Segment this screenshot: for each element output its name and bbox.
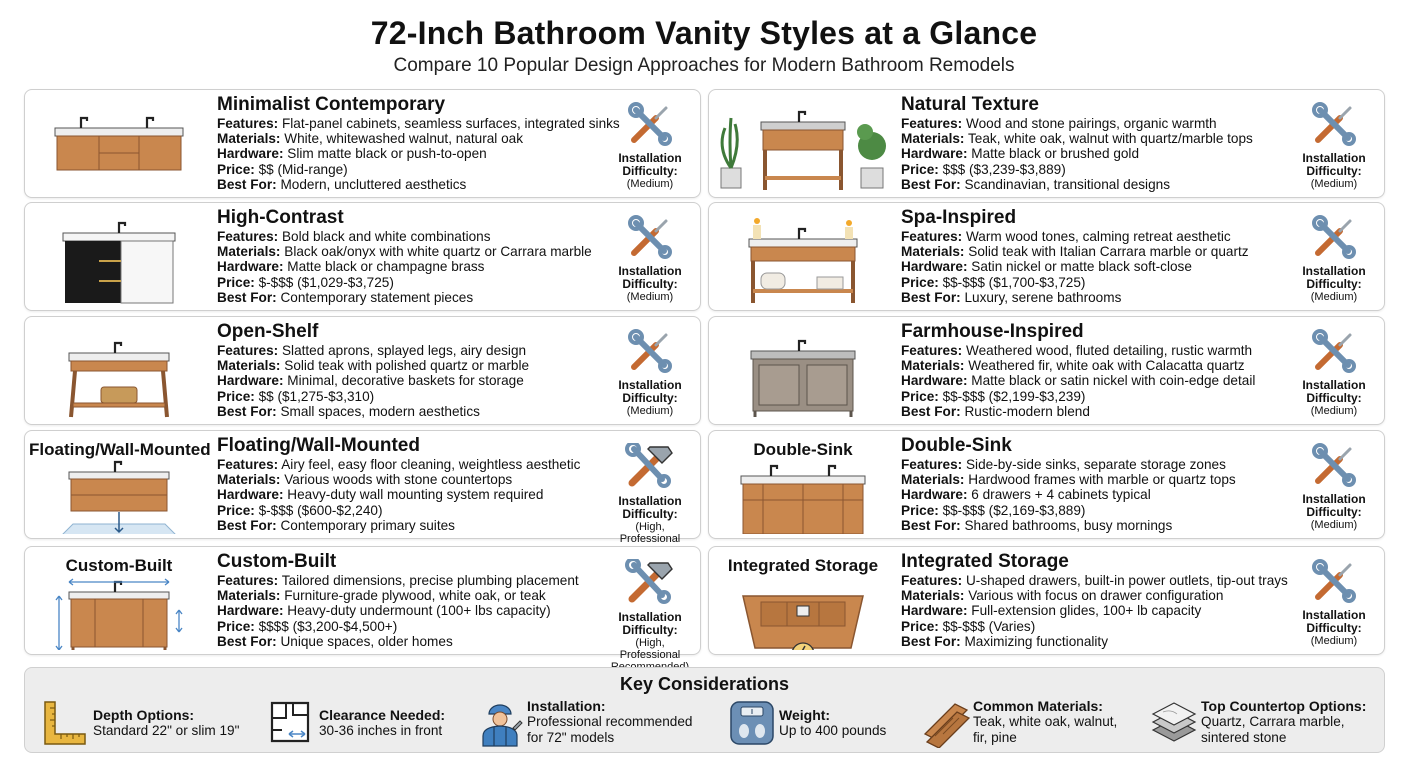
vanity-card-minimalist: [24, 89, 701, 198]
vanity-thumbnail: [29, 96, 209, 193]
detail-value: $$-$$$ ($2,199-$3,239): [942, 388, 1086, 404]
detail-price: [901, 389, 1299, 404]
key-item-value: Quartz, Carrara marble,: [1201, 714, 1345, 729]
detail-value: U-shaped drawers, built-in power outlets, tip-out trays: [965, 573, 1288, 588]
detail-price: [901, 162, 1299, 177]
difficulty-level: (Medium): [1310, 635, 1358, 647]
installation-label: Installation Difficulty:: [618, 264, 682, 291]
vanity-details: [901, 94, 1299, 192]
detail-label: Materials:: [217, 588, 281, 604]
detail-hardware: [901, 146, 1299, 161]
detail-label: Materials:: [901, 244, 965, 260]
detail-label: Hardware:: [901, 373, 968, 389]
detail-label: Best For:: [901, 403, 961, 419]
vanity-thumbnail: [29, 437, 209, 534]
detail-label: Best For:: [901, 633, 961, 649]
detail-features: [217, 229, 615, 244]
detail-materials: [217, 472, 615, 487]
detail-value: Hardwood frames with marble or quartz tops: [968, 472, 1236, 488]
vanity-details: [901, 207, 1299, 305]
thumbnail-label: Custom-Built: [65, 556, 173, 575]
detail-hardware: [217, 259, 615, 274]
key-item-value: Teak, white oak, walnut,: [973, 714, 1118, 729]
vanity-style-title: Natural Texture: [901, 94, 1039, 115]
detail-value: Full-extension glides, 100+ lb capacity: [971, 603, 1202, 619]
detail-value: Furniture-grade plywood, white oak, or teak: [284, 588, 546, 604]
installation-difficulty: [604, 102, 696, 190]
vanity-card-double-sink: [708, 430, 1385, 539]
vanity-card-integrated: [708, 546, 1385, 655]
detail-value: Flat-panel cabinets, seamless surfaces, integrated sinks: [281, 116, 620, 131]
installation-difficulty: [1288, 215, 1380, 303]
detail-features: [217, 343, 615, 358]
installation-difficulty: [1288, 443, 1380, 531]
detail-hardware: [901, 603, 1299, 618]
detail-best-for: [901, 518, 1299, 533]
key-item-value: Up to 400 pounds: [779, 723, 887, 738]
detail-value: Slatted aprons, splayed legs, airy design: [281, 343, 527, 358]
detail-hardware: [901, 487, 1299, 502]
detail-value: Warm wood tones, calming retreat aesthetic: [965, 229, 1231, 244]
detail-best-for: [901, 634, 1299, 649]
detail-value: $-$$$ ($600-$2,240): [258, 502, 383, 518]
detail-label: Features:: [901, 116, 963, 131]
detail-price: [217, 389, 615, 404]
detail-materials: [901, 131, 1299, 146]
detail-label: Hardware:: [217, 487, 284, 503]
detail-label: Hardware:: [901, 146, 968, 162]
detail-label: Materials:: [901, 131, 965, 147]
vanity-style-title: Custom-Built: [217, 551, 337, 572]
detail-label: Best For:: [217, 403, 277, 419]
vanity-details: [901, 551, 1299, 649]
vanity-card-farmhouse: [708, 316, 1385, 425]
vanity-details: [217, 94, 620, 192]
wrench-screwdriver-icon: [628, 329, 672, 373]
wrench-screwdriver-icon: [1312, 329, 1356, 373]
detail-best-for: [217, 177, 615, 192]
detail-value: Matte black or champagne brass: [287, 259, 485, 275]
detail-label: Materials:: [901, 358, 965, 374]
vanity-details: [217, 435, 615, 533]
detail-price: [901, 503, 1299, 518]
scale-icon: [729, 700, 775, 746]
installation-difficulty: [604, 443, 696, 557]
key-item-title: Depth Options:: [93, 707, 195, 723]
vanity-style-title: Double-Sink: [901, 435, 1012, 456]
key-item-weight: [729, 698, 919, 748]
difficulty-level: (Medium): [626, 405, 674, 417]
difficulty-level: (Medium): [626, 291, 674, 303]
detail-price: [901, 619, 1299, 634]
vanity-details: [217, 207, 615, 305]
key-item-value: fir, pine: [973, 729, 1017, 745]
high-contrast-vanity-illustration: [29, 211, 209, 306]
vanity-details: [217, 551, 615, 649]
vanity-style-title: Open-Shelf: [217, 321, 319, 342]
plumber-icon: [477, 700, 523, 748]
detail-label: Hardware:: [901, 487, 968, 503]
detail-price: [901, 275, 1299, 290]
detail-label: Price:: [217, 388, 255, 404]
page-subtitle: Compare 10 Popular Design Approaches for Modern Bathroom Remodels: [393, 55, 1015, 76]
detail-value: Matte black or satin nickel with coin-edge detail: [971, 373, 1256, 389]
detail-value: Small spaces, modern aesthetics: [280, 403, 480, 419]
natural-vanity-illustration: [713, 98, 893, 193]
key-considerations-title: Key Considerations: [619, 674, 790, 694]
difficulty-level: (Medium): [1310, 519, 1358, 531]
detail-materials: [217, 358, 615, 373]
detail-features: [217, 573, 615, 588]
detail-value: Various with focus on drawer configuration: [968, 588, 1224, 604]
vanity-style-title: Integrated Storage: [901, 551, 1069, 572]
detail-price: [217, 162, 615, 177]
difficulty-level: (Medium): [1310, 178, 1358, 190]
detail-label: Materials:: [217, 472, 281, 488]
detail-features: [901, 116, 1299, 131]
installation-label: Installation Difficulty:: [1302, 264, 1366, 291]
detail-label: Price:: [217, 161, 255, 177]
detail-value: Satin nickel or matte black soft-close: [971, 259, 1192, 275]
installation-difficulty: [604, 559, 696, 673]
thumbnail-label: Integrated Storage: [727, 556, 879, 575]
detail-value: Rustic-modern blend: [964, 403, 1090, 419]
detail-label: Price:: [901, 388, 939, 404]
detail-label: Price:: [217, 274, 255, 290]
detail-value: $-$$$ ($1,029-$3,725): [258, 274, 394, 290]
detail-label: Hardware:: [217, 259, 284, 275]
hammer-wrench-icon: [624, 559, 676, 605]
detail-label: Best For:: [901, 176, 961, 192]
wrench-screwdriver-icon: [1312, 215, 1356, 259]
detail-hardware: [901, 373, 1299, 388]
detail-label: Price:: [901, 502, 939, 518]
installation-label: Installation Difficulty:: [618, 610, 682, 637]
detail-value: Teak, white oak, walnut with quartz/marble tops: [968, 131, 1253, 147]
detail-label: Hardware:: [217, 146, 284, 162]
key-item-value: Standard 22" or slim 19": [93, 723, 240, 738]
detail-value: Unique spaces, older homes: [280, 633, 453, 649]
detail-value: Airy feel, easy floor cleaning, weightless aesthetic: [281, 457, 581, 472]
key-item-title: Clearance Needed:: [319, 707, 446, 723]
detail-best-for: [901, 404, 1299, 419]
detail-label: Price:: [217, 618, 255, 634]
difficulty-level: (Medium): [1310, 405, 1358, 417]
vanity-style-title: Floating/Wall-Mounted: [217, 435, 420, 456]
key-item-value: Professional recommended: [527, 714, 693, 729]
custom-vanity-illustration: [29, 576, 209, 650]
detail-label: Best For:: [217, 176, 277, 192]
key-item-clearance: [269, 698, 469, 748]
vanity-thumbnail: [29, 553, 209, 650]
detail-best-for: [217, 634, 615, 649]
installation-difficulty: [1288, 102, 1380, 190]
detail-materials: [901, 472, 1299, 487]
installation-label: Installation Difficulty:: [618, 378, 682, 405]
difficulty-level: (High, Professional: [619, 637, 681, 661]
detail-label: Features:: [217, 343, 279, 358]
detail-price: [217, 275, 615, 290]
key-item-title: Installation:: [527, 698, 606, 714]
detail-label: Price:: [217, 502, 255, 518]
detail-features: [217, 457, 615, 472]
detail-features: [217, 116, 620, 131]
detail-value: Matte black or brushed gold: [971, 146, 1140, 162]
detail-label: Features:: [901, 343, 963, 358]
detail-label: Price:: [901, 618, 939, 634]
detail-label: Materials:: [217, 131, 281, 147]
wood-planks-icon: [923, 700, 971, 748]
detail-label: Features:: [217, 229, 279, 244]
floor-plan-icon: [269, 700, 313, 746]
detail-features: [901, 343, 1299, 358]
thumbnail-label: Double-Sink: [753, 440, 853, 459]
detail-label: Price:: [901, 161, 939, 177]
key-item-depth: [43, 698, 263, 748]
detail-value: Slim matte black or push-to-open: [287, 146, 487, 162]
detail-label: Materials:: [901, 588, 965, 604]
detail-label: Best For:: [217, 517, 277, 533]
detail-label: Features:: [217, 116, 279, 131]
vanity-card-custom: [24, 546, 701, 661]
wrench-screwdriver-icon: [1312, 559, 1356, 603]
detail-label: Materials:: [217, 244, 281, 260]
spa-vanity-illustration: [713, 211, 893, 306]
detail-value: White, whitewashed walnut, natural oak: [284, 131, 524, 147]
installation-label: Installation Difficulty:: [1302, 151, 1366, 178]
vanity-style-title: Farmhouse-Inspired: [901, 321, 1084, 342]
detail-features: [901, 573, 1299, 588]
vanity-details: [901, 321, 1299, 419]
detail-value: $$$ ($3,239-$3,889): [942, 161, 1066, 177]
key-item-title: Weight:: [779, 707, 831, 723]
vanity-card-spa: [708, 202, 1385, 311]
key-item-value: 30-36 inches in front: [319, 723, 443, 738]
detail-value: Wood and stone pairings, organic warmth: [965, 116, 1217, 131]
detail-label: Features:: [217, 457, 279, 472]
double-sink-vanity-illustration: [713, 460, 893, 534]
detail-label: Features:: [901, 229, 963, 244]
wrench-screwdriver-icon: [628, 215, 672, 259]
installation-difficulty: [1288, 559, 1380, 647]
ruler-icon: [43, 700, 87, 746]
key-item-materials: [923, 698, 1133, 748]
detail-materials: [217, 244, 615, 259]
key-considerations-panel: [24, 667, 1385, 753]
vanity-card-floating: [24, 430, 701, 545]
vanity-thumbnail: [29, 323, 209, 420]
detail-value: Luxury, serene bathrooms: [964, 289, 1122, 305]
integrated-vanity-illustration: [713, 576, 893, 650]
key-item-value: for 72" models: [527, 729, 615, 745]
detail-label: Features:: [901, 573, 963, 588]
key-item-value: sintered stone: [1201, 729, 1287, 745]
detail-hardware: [217, 146, 615, 161]
key-item-title: Common Materials:: [973, 698, 1103, 714]
vanity-thumbnail: [713, 553, 893, 650]
vanity-thumbnail: [29, 209, 209, 306]
detail-label: Hardware:: [217, 373, 284, 389]
vanity-card-natural: [708, 89, 1385, 198]
detail-label: Best For:: [901, 517, 961, 533]
detail-value: 6 drawers + 4 cabinets typical: [971, 487, 1151, 503]
detail-value: $$ (Mid-range): [258, 161, 348, 177]
detail-value: $$-$$$ (Varies): [942, 618, 1036, 634]
detail-materials: [901, 244, 1299, 259]
installation-label: Installation Difficulty:: [618, 494, 682, 521]
wrench-screwdriver-icon: [1312, 102, 1356, 146]
vanity-thumbnail: [713, 437, 893, 534]
detail-best-for: [217, 404, 615, 419]
installation-difficulty: [604, 329, 696, 417]
detail-materials: [217, 588, 615, 603]
detail-value: Weathered wood, fluted detailing, rustic warmth: [965, 343, 1253, 358]
installation-label: Installation Difficulty:: [618, 151, 682, 178]
vanity-style-title: Spa-Inspired: [901, 207, 1017, 228]
detail-best-for: [901, 177, 1299, 192]
detail-label: Hardware:: [901, 603, 968, 619]
detail-label: Hardware:: [901, 259, 968, 275]
stone-slabs-icon: [1151, 700, 1197, 746]
key-item-installation: [477, 698, 707, 748]
vanity-card-high-contrast: [24, 202, 701, 311]
detail-best-for: [217, 290, 615, 305]
key-item-title: Top Countertop Options:: [1201, 698, 1367, 714]
detail-value: Minimal, decorative baskets for storage: [287, 373, 524, 389]
detail-best-for: [901, 290, 1299, 305]
detail-hardware: [217, 603, 615, 618]
detail-features: [901, 457, 1299, 472]
detail-label: Features:: [901, 457, 963, 472]
difficulty-level: (High, Professional: [619, 521, 681, 545]
installation-label: Installation Difficulty:: [1302, 608, 1366, 635]
detail-value: $$-$$$ ($2,169-$3,889): [942, 502, 1086, 518]
detail-value: Heavy-duty wall mounting system required: [287, 487, 544, 503]
detail-value: Shared bathrooms, busy mornings: [964, 517, 1173, 533]
detail-value: $$$$ ($3,200-$4,500+): [258, 618, 398, 634]
difficulty-level: (Medium): [626, 178, 674, 190]
detail-label: Price:: [901, 274, 939, 290]
hammer-wrench-icon: [624, 443, 676, 489]
detail-hardware: [217, 487, 615, 502]
detail-value: Scandinavian, transitional designs: [964, 176, 1170, 192]
farmhouse-vanity-illustration: [713, 325, 893, 420]
detail-value: Modern, uncluttered aesthetics: [280, 176, 467, 192]
vanity-thumbnail: [713, 323, 893, 420]
installation-label: Installation Difficulty:: [1302, 378, 1366, 405]
detail-materials: [217, 131, 615, 146]
vanity-thumbnail: [713, 209, 893, 306]
detail-label: Best For:: [217, 289, 277, 305]
detail-value: Contemporary primary suites: [280, 517, 455, 533]
header: [0, 14, 1408, 78]
detail-value: $$ ($1,275-$3,310): [258, 388, 375, 404]
vanity-style-title: Minimalist Contemporary: [217, 94, 446, 115]
detail-value: Maximizing functionality: [964, 633, 1108, 649]
vanity-details: [217, 321, 615, 419]
detail-hardware: [901, 259, 1299, 274]
detail-label: Materials:: [217, 358, 281, 374]
detail-hardware: [217, 373, 615, 388]
installation-difficulty: [604, 215, 696, 303]
detail-label: Best For:: [217, 633, 277, 649]
detail-value: Solid teak with polished quartz or marble: [284, 358, 530, 374]
detail-label: Best For:: [901, 289, 961, 305]
detail-price: [217, 503, 615, 518]
detail-value: Bold black and white combinations: [281, 229, 491, 244]
detail-best-for: [217, 518, 615, 533]
minimalist-vanity-illustration: [29, 98, 209, 193]
detail-label: Hardware:: [217, 603, 284, 619]
difficulty-level: (Medium): [1310, 291, 1358, 303]
detail-materials: [901, 588, 1299, 603]
detail-value: Side-by-side sinks, separate storage zones: [965, 457, 1226, 472]
open-shelf-vanity-illustration: [29, 325, 209, 420]
detail-value: Black oak/onyx with white quartz or Carrara marble: [284, 244, 592, 260]
wrench-screwdriver-icon: [1312, 443, 1356, 487]
thumbnail-label: Floating/Wall-Mounted: [29, 440, 211, 459]
installation-difficulty: [1288, 329, 1380, 417]
vanity-card-open-shelf: [24, 316, 701, 425]
detail-value: Contemporary statement pieces: [280, 289, 474, 305]
vanity-thumbnail: [713, 96, 893, 193]
detail-value: Tailored dimensions, precise plumbing placement: [281, 573, 579, 588]
detail-price: [217, 619, 615, 634]
detail-features: [901, 229, 1299, 244]
detail-value: $$-$$$ ($1,700-$3,725): [942, 274, 1086, 290]
wrench-screwdriver-icon: [628, 102, 672, 146]
detail-value: Solid teak with Italian Carrara marble or quartz: [968, 244, 1249, 260]
key-item-countertops: [1151, 698, 1381, 748]
page-title: 72-Inch Bathroom Vanity Styles at a Glance: [370, 15, 1038, 51]
detail-value: Heavy-duty undermount (100+ lbs capacity): [287, 603, 551, 619]
vanity-style-title: High-Contrast: [217, 207, 344, 228]
detail-label: Materials:: [901, 472, 965, 488]
installation-label: Installation Difficulty:: [1302, 492, 1366, 519]
floating-vanity-illustration: [29, 460, 209, 534]
detail-materials: [901, 358, 1299, 373]
detail-value: Weathered fir, white oak with Calacatta quartz: [968, 358, 1245, 374]
detail-label: Features:: [217, 573, 279, 588]
detail-value: Various woods with stone countertops: [284, 472, 513, 488]
vanity-details: [901, 435, 1299, 533]
